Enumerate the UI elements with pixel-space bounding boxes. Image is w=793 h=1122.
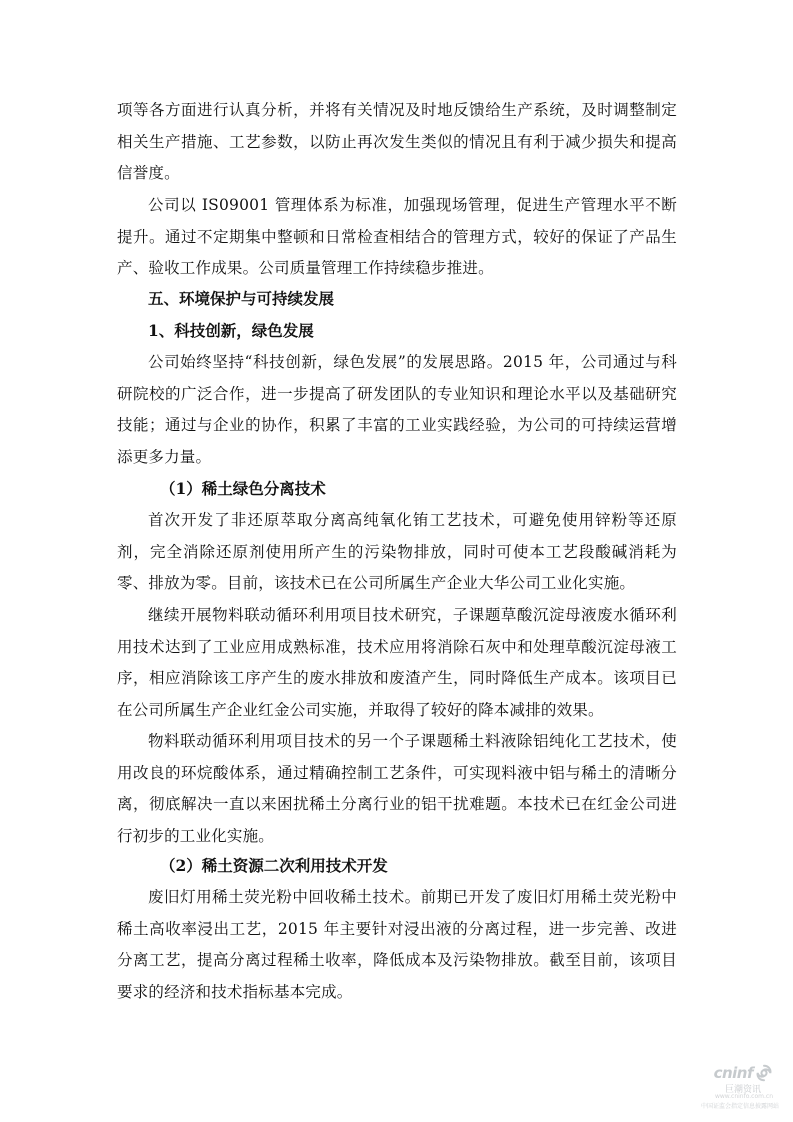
watermark-logo-text: cninf: [713, 1064, 753, 1082]
watermark-name: 巨潮资讯: [724, 1085, 761, 1095]
paragraph-development-strategy: 公司始终坚持“科技创新，绿色发展”的发展思路。2015 年，公司通过与科研院校的广泛合作，进一步提高了研发团队的专业知识和理论水平以及基础研究技能；通过与企业的协作，积累了丰富的工业实践经验，为公司的可持续运营增添更多力量。: [117, 353, 677, 466]
item-heading-secondary-resources: （2）稀土资源二次利用技术开发: [160, 856, 388, 875]
paragraph-phosphor-recovery: 废旧灯用稀土荧光粉中回收稀土技术。前期已开发了废旧灯用稀土荧光粉中稀土高收率浸出工艺，2015 年主要针对浸出液的分离过程，进一步完善、改进分离工艺，提高分离过程稀土收率，降低成本及污染物排放。截至目前，该项目要求的经济和技术指标基本完成。: [117, 888, 677, 1001]
section-heading-environment: 五、环境保护与可持续发展: [148, 290, 335, 308]
paragraph-continued: 项等各方面进行认真分析，并将有关情况及时地反馈给生产系统，及时调整制定相关生产措施、工艺参数，以防止再次发生类似的情况且有利于减少损失和提高信誉度。: [117, 101, 677, 183]
item-heading-green-separation: （1）稀土绿色分离技术: [160, 479, 326, 498]
paragraph-oxalic-recycling: 继续开展物料联动循环利用项目技术研究，子课题草酸沉淀母液废水循环利用技术达到了工业应用成熟标准，技术应用将消除石灰中和处理草酸沉淀母液工序，相应消除该工序产生的废水排放和废渣产生，同时降低生产成本。该项目已在公司所属生产企业红金公司实施，并取得了较好的降本减排的效果。: [117, 606, 677, 719]
watermark-tagline: 中国证监会指定信息披露网站: [700, 1103, 779, 1110]
subheading-tech-innovation: 1、科技创新，绿色发展: [148, 321, 314, 340]
cninfo-watermark: [687, 1058, 779, 1114]
paragraph-aluminum-removal: 物料联动循环利用项目技术的另一个子课题稀土料液除铝纯化工艺技术，使用改良的环烷酸体系，通过精确控制工艺条件，可实现料液中铝与稀土的清晰分离，彻底解决一直以来困扰稀土分离行业的铝干扰难题。本技术已在红金公司进行初步的工业化实施。: [117, 732, 677, 845]
swirl-icon: [755, 1064, 773, 1082]
paragraph-iso9001: 公司以 IS09001 管理体系为标准，加强现场管理，促进生产管理水平不断提升。通过不定期集中整顿和日常检查相结合的管理方式，较好的保证了产品生产、验收工作成果。公司质量管理工作持续稳步推进。: [117, 196, 677, 278]
watermark-url: www.cninfo.com.cn: [714, 1093, 773, 1100]
paragraph-europium-process: 首次开发了非还原萃取分离高纯氧化铕工艺技术，可避免使用锌粉等还原剂，完全消除还原剂使用所产生的污染物排放，同时可使本工艺段酸碱消耗为零、排放为零。目前，该技术已在公司所属生产企业大华公司工业化实施。: [117, 511, 677, 593]
